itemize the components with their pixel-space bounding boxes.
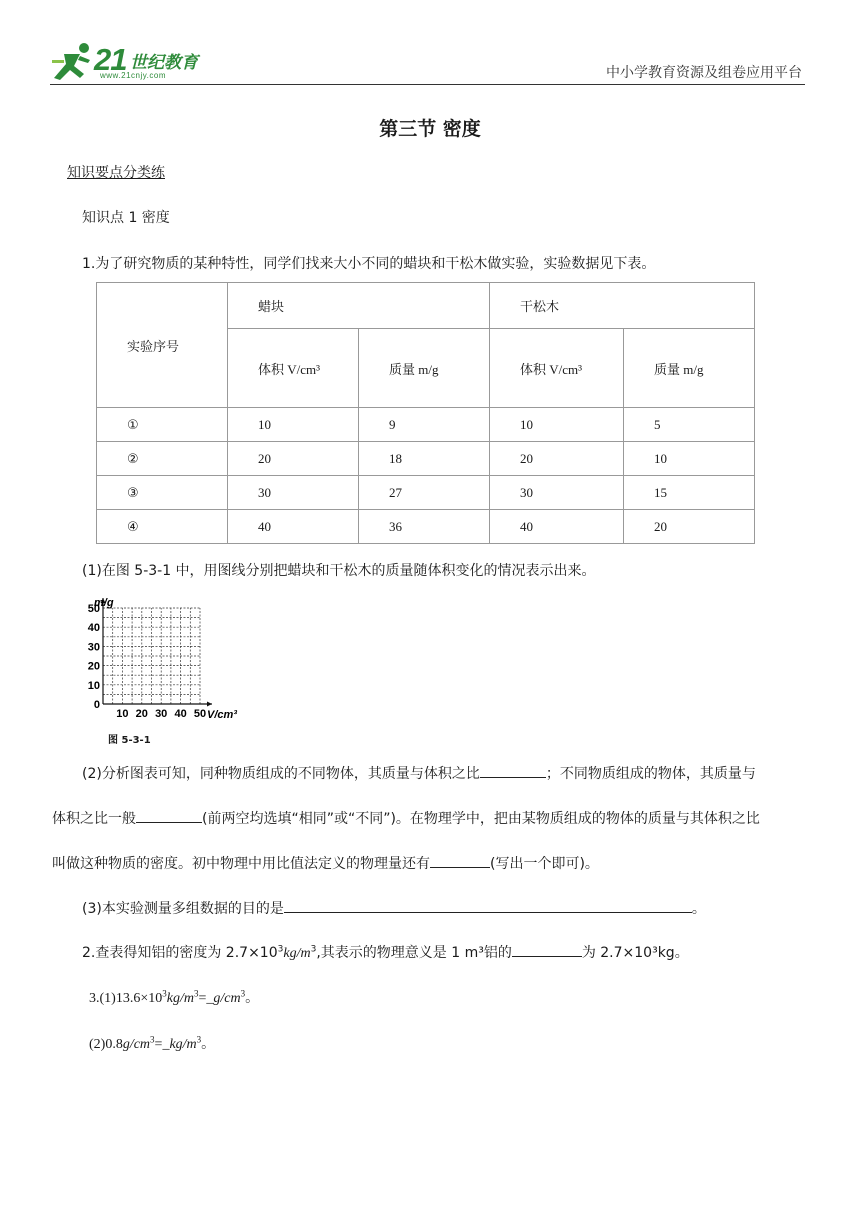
header-divider <box>50 84 805 85</box>
q1-part2-line3 <box>52 853 599 873</box>
q3-1-end: 。 <box>245 990 260 1006</box>
answer-blank[interactable] <box>136 808 202 823</box>
q3-line1 <box>89 987 259 1007</box>
table-cell: ③ <box>97 476 228 510</box>
q3-2-unit2-sup: 3 <box>196 1034 202 1045</box>
q1-part2-text-a: (2)分析图表可知，同种物质组成的不同物体，其质量与体积之比 <box>82 766 480 782</box>
mass-volume-grid-chart <box>70 590 250 725</box>
q1-part2-line2 <box>52 808 760 828</box>
x-axis-label: V/cm³ <box>207 709 237 721</box>
q3-1-sup: 3 <box>162 988 167 999</box>
table-header-mass: 质量 m/g <box>359 329 490 408</box>
x-tick-label: 40 <box>174 708 187 720</box>
data-table <box>96 282 755 544</box>
q1-part3 <box>82 898 706 918</box>
table-cell: 18 <box>359 442 490 476</box>
q3-2-unit2: kg/m <box>169 1037 197 1052</box>
platform-name: 中小学教育资源及组卷应用平台 <box>606 65 802 81</box>
table-cell: 15 <box>624 476 755 510</box>
table-cell: 10 <box>490 408 624 442</box>
x-tick-label: 10 <box>116 708 129 720</box>
q3-1-unit-sup: 3 <box>193 988 199 999</box>
page-title: 第三节 密度 <box>379 118 481 140</box>
y-tick-label: 30 <box>87 641 100 654</box>
x-tick-label: 30 <box>155 708 168 720</box>
q2-unit-sup: 3 <box>310 944 317 955</box>
answer-blank[interactable] <box>430 853 490 868</box>
q1-part2-text-b: ；不同物质组成的物体，其质量与 <box>545 766 756 782</box>
table-header-pine: 干松木 <box>490 283 755 329</box>
y-tick-label: 10 <box>87 679 100 692</box>
q2-sup: 3 <box>277 944 284 955</box>
table-cell: 36 <box>359 510 490 544</box>
table-cell: 40 <box>490 510 624 544</box>
q3-2-unit: g/cm <box>122 1037 151 1052</box>
table-cell: ② <box>97 442 228 476</box>
logo-url: www.21cnjy.com <box>100 71 166 80</box>
y-tick-label: 40 <box>87 622 100 635</box>
q1-intro: 1.为了研究物质的某种特性，同学们找来大小不同的蜡块和干松木做实验，实验数据见下表。 <box>82 256 656 272</box>
q3-2-blank[interactable]: =_ <box>154 1037 170 1052</box>
table-cell: 20 <box>490 442 624 476</box>
table-header-volume: 体积 V/cm³ <box>228 329 359 408</box>
table-header-index: 实验序号 <box>97 283 228 408</box>
table-cell: 5 <box>624 408 755 442</box>
figure-caption: 图 5-3-1 <box>108 735 151 746</box>
q1-part2-text-d: (前两空均选填“相同”或“不同”)。在物理学中，把由某物质组成的物体的质量与其体积之比 <box>202 811 760 827</box>
q2-unit: kg/m <box>283 946 311 961</box>
q2 <box>82 942 689 962</box>
q3-2-text: (2)0.8 <box>89 1037 123 1052</box>
table-row <box>97 442 755 476</box>
q1-part2-line1 <box>82 763 756 783</box>
q1-part3-end: 。 <box>691 901 706 917</box>
x-tick-label: 50 <box>193 708 207 720</box>
q3-line2 <box>89 1033 215 1053</box>
q1-part1: (1)在图 5-3-1 中，用图线分别把蜡块和干松木的质量随体积变化的情况表示出来。 <box>82 563 596 579</box>
q1-part2-text-e: 叫做这种物质的密度。初中物理中用比值法定义的物理量还有 <box>52 856 430 872</box>
y-tick-label: 50 <box>87 603 100 615</box>
table-row <box>97 476 755 510</box>
q3-1-unit2-sup: 3 <box>240 988 246 999</box>
q1-part2-text-f: (写出一个即可)。 <box>490 856 599 872</box>
chart-axes <box>101 598 213 707</box>
q3-2-end: 。 <box>201 1036 216 1052</box>
x-axis-arrow <box>207 702 212 707</box>
table-cell: 10 <box>228 408 359 442</box>
section-heading: 知识要点分类练 <box>67 165 165 181</box>
table-cell: 30 <box>490 476 624 510</box>
table-cell: 20 <box>624 510 755 544</box>
q2-text-b: ,其表示的物理意义是 1 m³铝的 <box>316 945 512 961</box>
logo-chinese: 世纪教育 <box>130 53 198 73</box>
answer-blank[interactable] <box>480 763 546 778</box>
q1-part2-text-c: 体积之比一般 <box>52 811 136 827</box>
knowledge-point: 知识点 1 密度 <box>82 210 170 226</box>
table-header-mass: 质量 m/g <box>624 329 755 408</box>
runner-logo-icon <box>50 40 98 84</box>
q3-1-blank[interactable]: =_ <box>198 991 214 1006</box>
q3-1-unit: kg/m <box>166 991 194 1006</box>
y-tick-label: 20 <box>87 660 100 673</box>
table-header-wax: 蜡块 <box>228 283 490 329</box>
table-cell: 10 <box>624 442 755 476</box>
q3-1-unit2: g/cm <box>213 991 241 1006</box>
chart-grid <box>103 608 200 704</box>
table-cell: 9 <box>359 408 490 442</box>
logo-text: 21 <box>94 42 127 77</box>
y-tick-label: 0 <box>93 699 100 711</box>
table-cell: 40 <box>228 510 359 544</box>
table-header-volume: 体积 V/cm³ <box>490 329 624 408</box>
table-row <box>97 408 755 442</box>
table-cell: 27 <box>359 476 490 510</box>
answer-blank[interactable] <box>284 898 692 913</box>
table-row <box>97 510 755 544</box>
table-cell: ① <box>97 408 228 442</box>
q1-part3-text: (3)本实验测量多组数据的目的是 <box>82 901 284 917</box>
table-cell: 20 <box>228 442 359 476</box>
table-cell: 30 <box>228 476 359 510</box>
q2-text-c: 为 2.7×10³kg。 <box>581 945 689 961</box>
x-tick-label: 20 <box>135 708 148 720</box>
chart-tick-labels <box>88 603 206 720</box>
answer-blank[interactable] <box>512 942 582 957</box>
q2-text-a: 2.查表得知铝的密度为 2.7×10 <box>82 945 278 961</box>
y-axis-label: m/g <box>94 597 114 609</box>
q3-1-text: 3.(1)13.6×10 <box>89 991 163 1006</box>
q3-2-unit-sup: 3 <box>150 1034 155 1045</box>
table-cell: ④ <box>97 510 228 544</box>
